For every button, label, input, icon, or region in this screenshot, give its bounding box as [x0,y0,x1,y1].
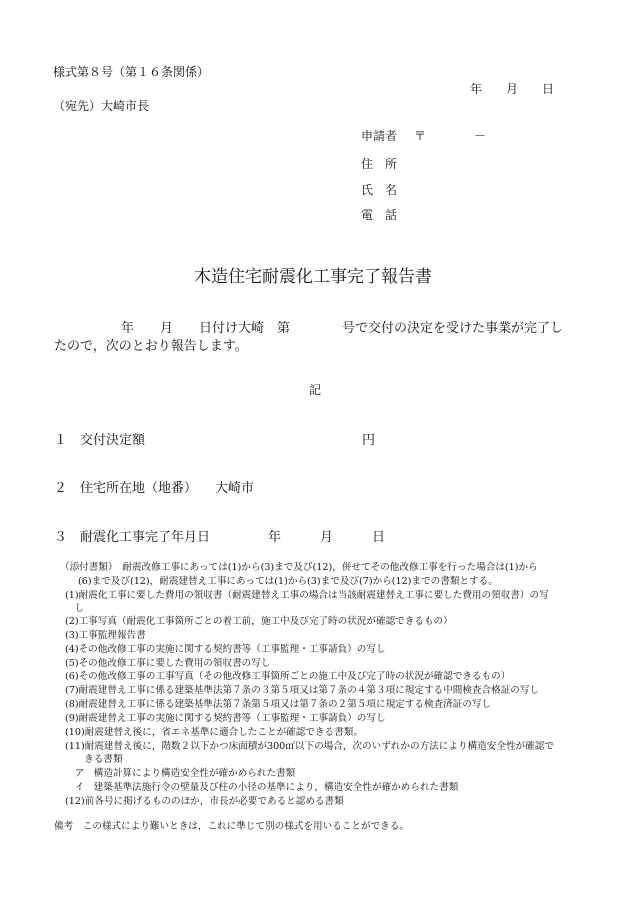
attachment-line: (11)耐震建替え後に，階数２以下かつ床面積が300㎡以下の場合，次のいずれかの方法により構造安全性が確認で [65,741,554,752]
attachment-line: (4)その他改修工事の実施に関する契約書等（工事監理・工事請負）の写し [65,644,386,655]
remarks-note: 備考 この様式により難いときは，これに準じて別の様式を用いることができる。 [54,821,409,832]
item-3-number: ３ [54,530,68,545]
attachments-intro-2: (6)まで及び(12)，耐震建替え工事にあっては(1)から(3)まで及び(7)から(12)までの書類とする。 [78,576,498,587]
attachment-line: イ 建築基準法施行令の壁量及び柱の小径の基準により，構造安全性が確かめられた書類 [65,782,459,793]
page-title: 木造住宅耐震化工事完了報告書 [194,267,432,287]
attachment-line: (8)耐震建替え工事に係る建築基準法第７条第５項又は第７条の２第５項に規定する検査済証の写し [65,699,492,710]
item-2-label: 住宅所在地（地番） [80,481,198,496]
date-line: 年 月 日 [470,82,555,96]
item-1-label: 交付決定額 [80,433,146,448]
item-1-number: １ [54,433,68,448]
form-number: 様式第８号（第１６条関係） [53,65,210,79]
attachment-line: (9)耐震建替え工事の実施に関する契約書等（工事監理・工事請負）の写し [65,713,386,724]
attachment-line: し [65,603,85,614]
attachment-line: (3)工事監理報告書 [65,630,146,641]
attachment-line: きる書類 [65,754,123,765]
item-3-value: 年 月 日 [268,530,386,545]
attachment-line: (12)前各号に掲げるもののほか，市長が必要であると認める書類 [65,796,344,807]
item-1-value: 円 [362,433,376,448]
postal-code: 〒 － [414,129,487,143]
attachment-line: (5)その他改修工事に要した費用の領収書の写し [65,658,271,669]
address-label: 住 所 [361,157,398,171]
attachments-intro-1: （添付書類） 耐震改修工事にあっては(1)から(3)まで及び(12)，併せてその他改修工事を行った場合は(1)から [60,562,538,573]
phone-label: 電 話 [361,208,398,222]
attachment-line: ア 構造計算により構造安全性が確かめられた書類 [65,768,296,779]
ki-mark: 記 [309,383,322,397]
applicant-label: 申請者 [361,129,398,143]
body-line-1: 年 月 日付け大崎 第 号で交付の決定を受けた事業が完了し [121,321,564,336]
attachment-line: (10)耐震建替え後に，省エネ基準に適合したことが確認できる書類。 [65,727,363,738]
item-2-value: 大崎市 [215,481,255,496]
name-label: 氏 名 [361,183,398,197]
body-line-2: たので，次のとおり報告します。 [54,339,248,354]
attachment-line: (1)耐震化工事に要した費用の領収書（耐震建替え工事の場合は当該耐震建替え工事に要した費用の領収書）の写 [65,590,549,601]
item-3-label: 耐震化工事完了年月日 [80,530,211,545]
item-2-number: ２ [54,481,68,496]
addressee: （宛先）大崎市長 [53,99,150,113]
attachment-line: (6)その他改修工事の工事写真（その他改修工事箇所ごとの施工中及び完了時の状況が確認できるもの） [65,671,511,682]
attachment-line: (2)工事写真（耐震化工事箇所ごとの着工前，施工中及び完了時の状況が確認できるもの） [65,616,453,627]
attachment-line: (7)耐震建替え工事に係る建築基準法第７条の３第５項又は第７条の４第３項に規定する中間検査合格証の写し [65,685,540,696]
